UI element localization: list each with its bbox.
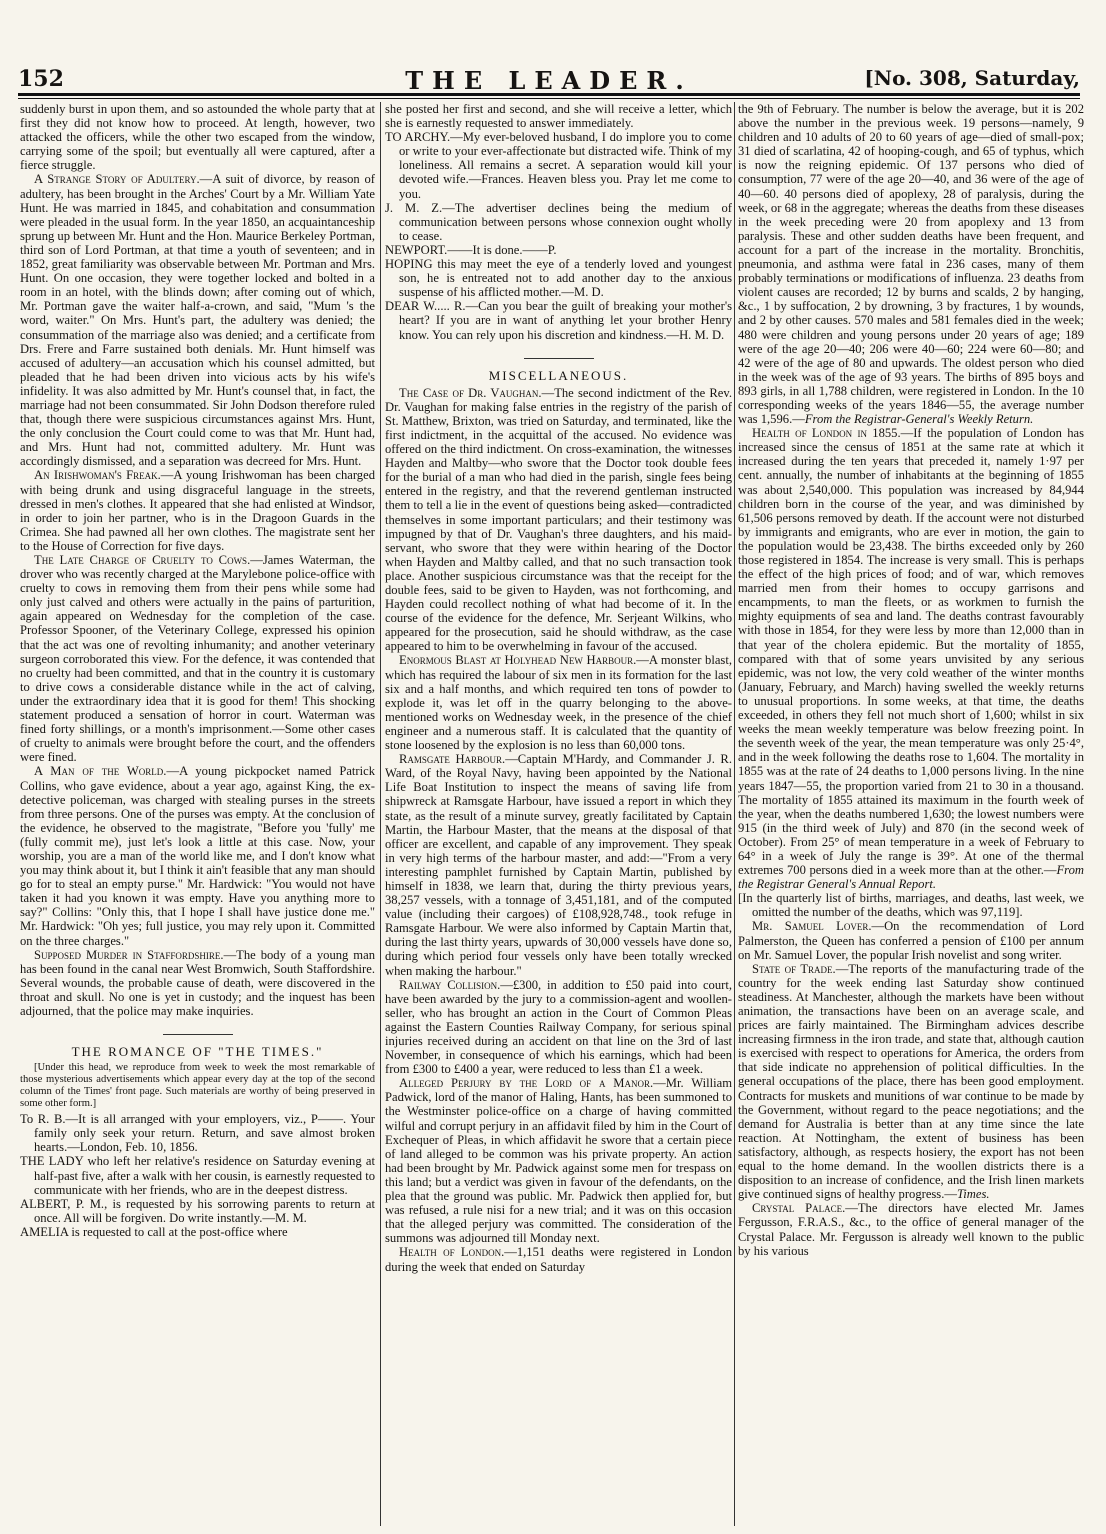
article-paragraph: [20, 468, 375, 553]
advertisement: she posted her first and second, and she will receive a letter, which she is earnestly requested to answer immediately.: [385, 102, 732, 131]
page-header: [18, 66, 1080, 95]
advertisement: DEAR W..... R.—Can you bear the guilt of breaking your mother's heart? If you are in want of anything let your brother Henry know. You can rely upon his discretion and kindness.—H. M. D.: [385, 299, 732, 342]
article-paragraph: [385, 386, 732, 654]
section-rule: [163, 1034, 233, 1035]
column-divider: [380, 102, 381, 1526]
article-heading: The Late Charge of Cruelty to Cows.: [34, 553, 251, 567]
article-text: —A young pickpocket named Patrick Collins, who gave evidence, about a year ago, against King, the ex-detective policeman, was charged with stealing purses in the streets from three persons. One of the purses was empty. At the conclusion of the evidence, he observed to the magistrate, "Before you 'fully' me (fully commit me), just let's look a little at this case. Now, your worship, you are a man of the world like me, and I don't know what you may think about it, but I think it ain't feasible that any man should go for to steal an empty purse." Mr. Hardwick: "You would not have taken it had you known it was empty. Have you anything more to say?" Collins: "Only this, that I hope I shall have justice done me." Mr. Hardwick: "Oh yes; full justice, you may rely upon it. Committed on the three charges.": [20, 764, 375, 948]
article-text: —The body of a young man has been found in the canal near West Bromwich, South Staffordshire. Several wounds, the probable cause of death, were discovered in the throat and skull. No one is yet in custody; and the inquest has been adjourned, that the police may make inquiries.: [20, 947, 375, 1018]
advertisement: To R. B.—It is all arranged with your employers, viz., P——. Your family only seek your return. Return, and save almost broken hearts.—London, Feb. 10, 1856.: [20, 1112, 375, 1155]
article-heading: Health of London.: [399, 1245, 505, 1260]
article-heading: Supposed Murder in Staffordshire.: [34, 947, 224, 962]
article-source: Times.: [956, 1187, 990, 1202]
section-rule: [524, 358, 594, 359]
article-heading: The Case of Dr. Vaughan.: [399, 385, 542, 400]
advertisement: NEWPORT.——It is done.——P.: [385, 242, 557, 257]
article-text: —A monster blast, which has required the labour of six men in its formation for the last six and a half months, and which required ten tons of powder to explode it, was let off in the quarry belonging to the above-mentioned works on Wednesday week, in the presence of the chief engineer and a numerous staff. It is calculated that the quantity of stone loosened by the explosion is no less than 60,000 tons.: [385, 653, 732, 753]
page-number: 152: [18, 66, 64, 92]
advertisement: J. M. Z.—The advertiser declines being the medium of communication between persons whose connexion ought wholly to cease.: [385, 200, 732, 243]
header-rule-thin: [18, 98, 1080, 99]
column-divider: [734, 102, 735, 1526]
article-text: —If the population of London has increased since the census of 1851 at the same rate at which it increased during the ten years that preceded it, namely 1·97 per cent. annually, the number of inhabitants at the beginning of 1855 was about 2,540,000. This population was increased by 84,944 children born in the course of the year, and was diminished by 61,506 persons removed by death. If the account were not disturbed by immigrants and emigrants, who are ever in motion, the gain to the population would be 23,438. The births exceeded only by 260 those registered in 1854. The increase is very small. This is perhaps the effect of the high prices of food; and of war, which removes married men from their homes to occupy garrisons and encampments, to man the fleets, or as workmen to furnish the mighty equipments of sea and land. The deaths contrast favourably with those in 1854, for they were less by more than 12,000 than in that year of the cholera epidemic. But the mortality of 1855, compared with that of some years unvisited by any serious epidemic, was not low, the very cold weather of the winter months (January, February, and March) having swelled the weekly returns to unusual proportions. In some weeks, at that time, the deaths exceeded, in others they fell not much short of 1,600; whilst in six weeks the mean weekly temperature was below freezing point. In the seventh week of the year, the mean temperature was only 25·4°, and in the week following the deaths rose to 1,604. The mortality in 1855 was at the rate of 24 deaths to 1,000 persons living. In the nine years 1847—55, the proportion varied from 21 to 30 in a thousand. The mortality of 1855 attained its maximum in the fourth week of the year, when the deaths numbered 1,630; the lowest numbers were 915 (in the third week of July) and 870 (in the second week of October). From 25° of mean temperature in a week of February to 64° in a week of July the range is 39°. At one of the thermal extremes 700 persons died in a week more than at the other.—: [738, 426, 1084, 878]
article-text: the 9th of February. The number is below the average, but it is 202 above the number in the previous week. 19 persons—namely, 9 children and 10 adults of 20 to 60 years of age—died of small-pox; 31 died of scarlatina, 42 of hooping-cough, and 65 of typhus, which is now the reigning epidemic. Of 137 persons who died of consumption, 77 were of the age 20—40, and 36 were of the age of 40—60. 40 persons died of apoplexy, 28 of paralysis, during the week, or 68 in the aggregate; whereas the deaths from these diseases in the week preceding were 20 from apoplexy and 13 from paralysis. These and other sudden deaths have been frequent, and account for a part of the increase in the mortality. Bronchitis, pneumonia, and asthma were fatal in 236 cases, many of them probably terminations or modifications of influenza. 23 deaths from violent causes are recorded; 12 by burns and scalds, 2 by hanging, &c., 1 by suffocation, 2 by drowning, 3 by fractures, 1 by wounds, and 2 by other causes. 570 males and 581 females died in the week; 480 were children and young persons under 20 years of age; 189 were of the age 20—40; 206 were 40—60; 224 were 60—80; and 42 were of the age of 80 and upwards. The oldest person who died in the week was of the age of 93 years. The births of 895 boys and 893 girls, in all 1,788 children, were registered in London. In the 10 corresponding weeks of the years 1846—55, the average number was 1,596.—: [738, 102, 1084, 427]
article-paragraph: [738, 962, 1084, 1202]
article-text: —On the recommendation of Lord Palmerston, the Queen has conferred a pension of £100 per annum on Mr. Samuel Lover, the popular Irish novelist and song writer.: [738, 919, 1084, 962]
article-paragraph: [385, 1076, 732, 1245]
advertisement: THE LADY who left her relative's residence on Saturday evening at half-past five, after a walk with her cousin, is earnestly requested to communicate with her friends, who are in the deepest distress.: [20, 1154, 375, 1197]
article-heading: Enormous Blast at Holyhead New Harbour.: [399, 653, 637, 668]
section-heading: THE ROMANCE OF "THE TIMES.": [71, 1044, 324, 1060]
article-text: —The reports of the manufacturing trade of the country for the week ending last Saturday show continued steadiness. At Manchester, although the markets have been without animation, the transactions have been on an average scale, and prices are fairly maintained. The Birmingham advices describe increasing firmness in the iron trade, and state that, although caution is exercised with respect to operations for America, the orders from that side indicate no apprehension of political difficulties. In the general occupations of the place, there has been good employment. Contracts for muskets and munitions of war continue to be made by the Government, without regard to the peace negotiations; and the demand for Australia is better than at any time since the late reaction. At Nottingham, the extent of business has been satisfactory, although, as respects hosiery, the export has not been equal to the home demand. In the woollen districts there is a disposition to an increase of confidence, and the Irish linen markets give continued signs of healthy progress.—: [738, 961, 1084, 1202]
article-heading: Railway Collision.: [399, 977, 501, 992]
section-heading: MISCELLANEOUS.: [488, 367, 629, 383]
advertisement: AMELIA is requested to call at the post-office where: [20, 1224, 288, 1239]
advertisement: ALBERT, P. M., is requested by his sorrowing parents to return at once. All will be forgiven. Do write instantly.—M. M.: [20, 1196, 375, 1225]
article-paragraph: [385, 1245, 732, 1273]
article-heading: A Man of the World.: [34, 764, 167, 779]
article-text: —James Waterman, the drover who was recently charged at the Marylebone police-office with cruelty to cows in removing them from their pens while some had only just calved and others were actually in the pains of parturition, again appeared on Wednesday for the completion of the case. Professor Spooner, of the Veterinary College, expressed his opinion that the act was one of revolting inhumanity; and another veterinary surgeon corroborated this view. For the defence, it was contended that no cruelty had been committed, and that in the country it is customary to drive cows a considerable distance while in the act of calving, under the extraordinary idea that it is good for them! This shocking statement produced a sensation of horror in court. Waterman was fined forty shillings, or a month's imprisonment.—Some other cases of cruelty to animals were brought before the court, and the offenders were fined.: [20, 553, 375, 765]
article-heading: Ramsgate Harbour.: [399, 752, 506, 767]
column-1: [20, 102, 375, 1528]
article-heading: Mr. Samuel Lover.: [752, 919, 872, 934]
issue-label: [No. 308, Saturday,: [864, 66, 1080, 90]
article-source: From the Registrar-General's Weekly Return.: [804, 412, 1034, 427]
article-paragraph: [385, 653, 732, 752]
article-paragraph: [20, 764, 375, 947]
article-text: —1,151 deaths were registered in London during the week that ended on Saturday: [385, 1245, 732, 1274]
article-text: —A young Irishwoman has been charged with being drunk and using disgraceful language in the streets, dressed in men's clothes. It appeared that she had enlisted at Windsor, in order to join her partner, who is in the Dragoon Guards in the Crimea. She had pawned all her own clothes. The magistrate sent her to the House of Correction for five days.: [20, 468, 375, 553]
article-heading: A Strange Story of Adultery.: [34, 172, 200, 187]
article-paragraph: [738, 426, 1084, 891]
article-text: suddenly burst in upon them, and so astounded the whole party that at first they did not know how to proceed. At length, however, two attacked the officers, while the other two escaped from the window, carrying some of the spoil; but eventually all were captured, after a fierce struggle.: [20, 102, 375, 173]
article-paragraph: [385, 752, 732, 978]
article-note: [In the quarterly list of births, marriages, and deaths, last week, we omitted the number of the deaths, which was 97,119].: [738, 891, 1084, 920]
article-heading: Health of London in 1855.: [752, 426, 901, 441]
column-2: [385, 102, 732, 1528]
article-paragraph: [20, 948, 375, 1018]
advertisement: TO ARCHY.—My ever-beloved husband, I do implore you to come or write to your ever-affectionate but distracted wife. Think of my loneliness. All remains a secret. A separation would kill your devoted wife.—Frances. Heaven bless you. Pray let me come to you.: [385, 130, 732, 201]
editor-note: [Under this head, we reproduce from week to week the most remarkable of those mysterious advertisements which appear every day at the top of the second column of the Times' front page. Such materials are worthy of being preserved in some other form.]: [20, 1062, 375, 1110]
column-3: [738, 102, 1084, 1528]
article-paragraph: [385, 978, 732, 1077]
article-text: —A suit of divorce, by reason of adultery, has been brought in the Arches' Court by a Mr. William Yate Hunt. He was married in 1845, and cohabitation and consummation were pleaded in the usual form. In the year 1850, an acquaintanceship sprung up between Mr. Hunt and the Hon. Maurice Berkeley Portman, third son of Lord Portman, at that time a youth of seventeen; and in 1852, great familiarity was observable between Mr. Portman and Mrs. Hunt. On one occasion, they were together locked and bolted in a room in an hotel, with the blinds down; after coming out of which, Mr. Portman gave the waiter half-a-crown, and said, "Mum 's the word, waiter." On Mrs. Hunt's part, the adultery was denied; the consummation of the marriage also was denied; and a certificate from Drs. Frere and Farre sustained both denials. Mr. Hunt himself was accused of adultery—an accusation which his counsel admitted, but pleaded that he had been driven into vicious acts by his wife's infidelity. It was also admitted by Mr. Hunt's counsel that, in fact, the marriage had not been consummated. Sir John Dodson therefore ruled that, though there were suspicious circumstances against Mrs. Hunt, the only conclusion the Court could come to was that Mr. Hunt had, and Mrs. Hunt had not, committed adultery. Mr. Hunt was accordingly dismissed, and a separation was decreed for Mrs. Hunt.: [20, 172, 375, 469]
article-paragraph: [738, 102, 1084, 426]
article-text: —Mr. William Padwick, lord of the manor of Haling, Hants, has been summoned to the Westminster police-office on a charge of having committed wilful and corrupt perjury in an affidavit filed by him in the Court of Exchequer of Pleas, in which affidavit he swore that a certain piece of land alleged to be common was his private property. An action had been brought by Mr. Padwick against some men for trespass on this land; but a verdict was given in favour of the defendants, on the plea that the ground was public. Mr. Padwick then applied for, but was refused, a rule nisi for a new trial; and it was on this occasion that the alleged perjury was committed. The consideration of the summons was adjourned till Monday next.: [385, 1076, 732, 1246]
article-heading: Alleged Perjury by the Lord of a Manor.: [399, 1076, 654, 1091]
article-paragraph: [20, 553, 375, 764]
article-text: —The second indictment of the Rev. Dr. Vaughan for making false entries in the registry of the parish of St. Matthew, Brixton, was tried on Saturday, and terminated, like the first indictment, in the acquittal of the accused. No evidence was offered on the third indictment. On cross-examination, the witnesses Hayden and Maltby—who swore that the Doctor took double fees for the burial of a man who had died in the parish, single fees being entered in the registry, and that the reverend gentleman instructed them to tell a lie in the event of questions being asked—contradicted themselves in some important particulars; and their testimony was impugned by that of Dr. Vaughan's three daughters, and his maid-servant, who swore that they were within hearing of the Doctor when Hayden and Maltby called, and that no such transaction took place. Another suspicious circumstance was that the receipt for the double fees, said to be given to Hayden, was not forthcoming, and Hayden could recollect nothing of what had become of it. In the course of the evidence for the defence, Mr. Serjeant Wilkins, who appeared for the prosecution, said he should withdraw, as the case appeared to him to be overwhelming in favour of the accused.: [385, 385, 732, 654]
advertisement: HOPING this may meet the eye of a tenderly loved and youngest son, he is entreated not to add another day to the anxious suspense of his afflicted mother.—M. D.: [385, 257, 732, 300]
article-heading: State of Trade.: [752, 961, 836, 976]
article-heading: Crystal Palace.: [752, 1201, 846, 1216]
article-text: —£300, in addition to £50 paid into court, have been awarded by the jury to a commission-agent and woollen-seller, who has brought an action in the Court of Common Pleas against the Eastern Counties Railway Company, for serious spinal injuries received during an accident on that line on the 3rd of last November, in consequence of which his earnings, which had been from £300 to £400 a year, were reduced to less than £1 a week.: [385, 977, 732, 1077]
article-source: From the Registrar General's Annual Report.: [738, 863, 1084, 892]
article-text: —The directors have elected Mr. James Fergusson, F.R.A.S., &c., to the office of general manager of the Crystal Palace. Mr. Fergusson is already well known to the public by his various: [738, 1201, 1084, 1258]
article-paragraph: [738, 1201, 1084, 1257]
masthead-title: THE LEADER.: [405, 66, 693, 95]
article-heading: An Irishwoman's Freak.: [34, 468, 161, 483]
article-paragraph: [738, 919, 1084, 961]
header-rule: [18, 93, 1080, 96]
article-text: —Captain M'Hardy, and Commander J. R. Ward, of the Royal Navy, having been appointed by the National Life Boat Institution to inspect the means of saving life from shipwreck at Ramsgate Harbour, have issued a report in which they state, as the result of a minute survey, greatly facilitated by Captain Martin, the Harbour Master, that the means at the disposal of that officer are excellent, and capable of any improvement. They speak in very high terms of the harbour master, and add:—"From a very interesting pamphlet furnished by Captain Martin, published by himself in 1838, we learn that, during the thirty previous years, 38,257 vessels, with a tonnage of 3,451,181, and of the computed value (including their cargoes) of £108,928,748., took refuge in Ramsgate Harbour. We were also informed by Captain Martin that, during the last thirty years, upwards of 30,000 vessels have done so, during which period four vessels only have been totally wrecked when making the harbour.": [385, 752, 732, 978]
article-paragraph: [20, 172, 375, 468]
